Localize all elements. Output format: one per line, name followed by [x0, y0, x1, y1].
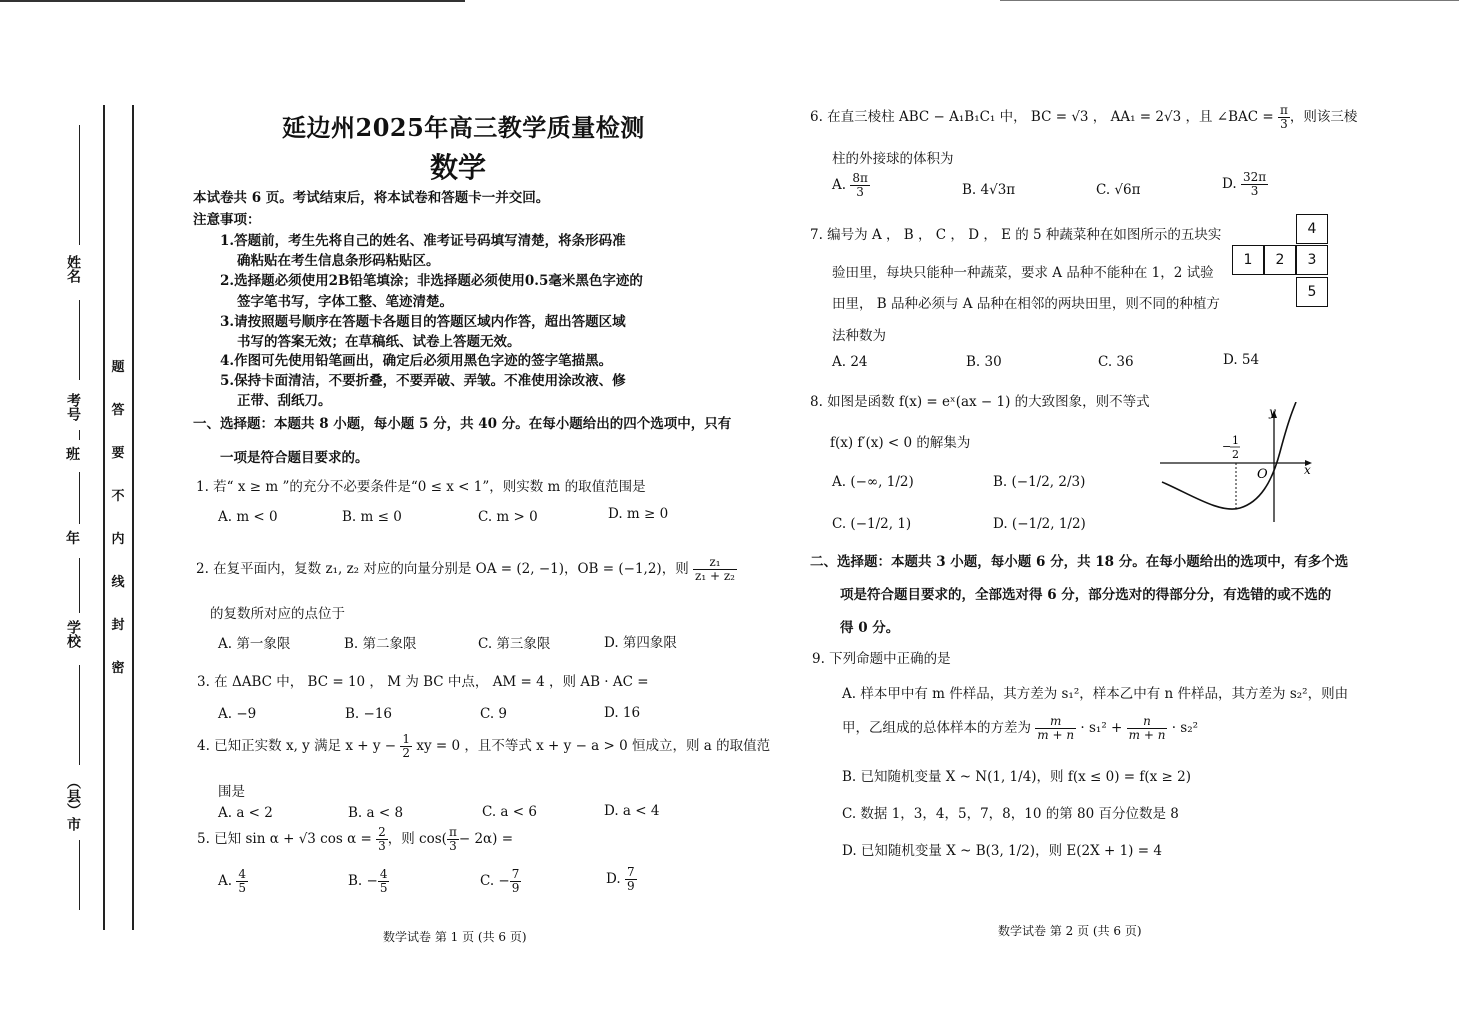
q2-option-c: C. 第三象限	[478, 636, 551, 652]
q5-fraction-1: $\frac{2}{3}$	[378, 825, 386, 853]
q5-option-c: C. − $\frac{7}{9}$	[480, 867, 520, 895]
q3-stem: 3. 在 ΔABC 中， BC = 10 ， M 为 BC 中点， AM = 4 ，则 AB · AC =	[197, 674, 649, 690]
tick-numerator: 1	[1232, 434, 1239, 447]
q6-stem-2: 柱的外接球的体积为	[832, 151, 954, 167]
q1-option-d: D. m ≥ 0	[608, 506, 669, 522]
q6-option-c: C. √6π	[1096, 182, 1141, 198]
tick-sign: −	[1222, 440, 1232, 453]
kaohao-label: 考号	[65, 393, 81, 421]
q3-option-a: A. −9	[218, 706, 257, 722]
school-label: 学校	[65, 620, 81, 648]
city-blank-line-2	[79, 840, 80, 910]
city-label: （县）市	[65, 775, 81, 831]
q7-line-3: 田里， B 品种必须与 A 品种在相邻的两块田里，则不同的种植方	[832, 296, 1220, 312]
seal-char: 内	[111, 532, 125, 547]
footer-page-2: 数学试卷 第 2 页 (共 6 页)	[998, 924, 1142, 938]
binding-line-outer	[132, 105, 134, 930]
q4-option-a: A. a < 2	[218, 805, 273, 821]
nian-blank-line	[79, 472, 80, 524]
nian-label: 年	[66, 531, 80, 547]
q8-line-1: 8. 如图是函数 f(x) = eˣ(ax − 1) 的大致图象，则不等式	[810, 394, 1150, 410]
q4-stem: 4. 已知正实数 x, y 满足 x + y − $\frac{1}{2}$ xy = 0 ，且不等式 x + y − a > 0 恒成立，则 a 的取值范	[197, 732, 771, 760]
q1-option-c: C. m > 0	[478, 509, 538, 525]
q7-line-4: 法种数为	[832, 328, 886, 344]
notice-line: 正带、刮纸刀。	[237, 393, 332, 409]
seal-char: 答	[111, 403, 125, 418]
q2-stem: 2. 在复平面内，复数 z₁, z₂ 对应的向量分别是 OA = (2, −1)，OB = (−1,2)，则 $\frac{\text{z₁}}{\text{z₁ + z₂}}$	[196, 555, 735, 583]
q1-option-a: A. m < 0	[218, 509, 278, 525]
section2-heading-2: 项是符合题目要求的，全部选对得 6 分，部分选对的得部分分，有选错的或不选的	[840, 587, 1332, 603]
q7-option-c: C. 36	[1098, 354, 1134, 370]
seal-char: 题	[111, 360, 125, 375]
q9-option-a-2: 甲，乙组成的总体样本的方差为 $\frac{m}{m + n}$ · s₁² + $\frac{n}{m + n}$ · s₂²	[842, 714, 1199, 742]
q4-option-c: C. a < 6	[482, 804, 537, 820]
notice-line: 2.选择题必须使用2B铅笔填涂；非选择题必须使用0.5毫米黑色字迹的	[220, 273, 643, 289]
q6-option-d: D. $\frac{32\pi}{3}$	[1222, 170, 1267, 198]
q5-option-b: B. − $\frac{4}{5}$	[348, 867, 388, 895]
field-plot-1: 1	[1232, 245, 1264, 275]
q3-option-c: C. 9	[480, 706, 508, 722]
q9-option-a: A. 样本甲中有 m 件样品，其方差为 s₁²，样本乙中有 n 件样品，其方差为 s₂²，则由	[842, 686, 1349, 702]
ban-label: 班	[66, 447, 80, 463]
field-plot-3: 3	[1296, 245, 1328, 275]
q6-stem: 6. 在直三棱柱 ABC − A₁B₁C₁ 中， BC = √3 ， AA₁ = 2√3 ，且 ∠BAC = $\frac{\pi}{3}$ ，则该三棱	[810, 103, 1358, 131]
q7-option-b: B. 30	[966, 354, 1002, 370]
notice-line: 5.保持卡面清洁，不要折叠，不要弄破、弄皱。不准使用涂改液、修	[220, 373, 626, 389]
q9-stem: 9. 下列命题中正确的是	[812, 651, 951, 667]
scan-edge-line	[0, 0, 465, 2]
q8-function-graph	[1160, 402, 1320, 522]
q4-option-d: D. a < 4	[604, 803, 660, 819]
q2-stem-2: 的复数所对应的点位于	[210, 606, 345, 622]
q2-fraction: $\frac{\text{z₁}}{\text{z₁ + z₂}}$	[695, 555, 735, 583]
seal-char: 要	[111, 446, 125, 461]
tick-denominator: 2	[1232, 448, 1239, 461]
section1-heading: 一、选择题：本题共 8 小题，每小题 5 分，共 40 分。在每小题给出的四个选项中，只有	[193, 416, 732, 432]
seal-char: 线	[111, 575, 125, 590]
x-label: x	[1304, 463, 1311, 477]
q4-stem-2: 围是	[218, 784, 245, 800]
q2-option-b: B. 第二象限	[344, 636, 417, 652]
q9-option-c: C. 数据 1，3，4，5，7，8，10 的第 80 百分位数是 8	[842, 806, 1179, 822]
y-label: y	[1269, 405, 1276, 419]
q6-option-a: A. $\frac{8\pi}{3}$	[832, 171, 868, 199]
field-plot-5: 5	[1296, 277, 1328, 307]
q1-stem: 1. 若“ x ≥ m ”的充分不必要条件是“0 ≤ x < 1”，则实数 m 的取值范围是	[196, 479, 646, 495]
q7-line-1: 7. 编号为 A ， B ， C ， D ， E 的 5 种蔬菜种在如图所示的五块实	[810, 227, 1222, 243]
seal-char: 不	[111, 489, 125, 504]
q2-option-a: A. 第一象限	[218, 636, 291, 652]
exam-subject: 数学	[430, 151, 487, 184]
notice-line: 确粘贴在考生信息条形码粘贴区。	[237, 253, 440, 269]
function-curve	[1162, 402, 1296, 509]
intro-text: 本试卷共 6 页。考试结束后，将本试卷和答题卡一并交回。	[193, 190, 550, 206]
q7-line-2: 验田里，每块只能种一种蔬菜，要求 A 品种不能种在 1，2 试验	[832, 265, 1214, 281]
q4-option-b: B. a < 8	[348, 805, 404, 821]
footer-page-1: 数学试卷 第 1 页 (共 6 页)	[383, 930, 527, 944]
q4-fraction: $\frac{1}{2}$	[402, 732, 411, 760]
name-blank-line	[79, 125, 80, 245]
binding-line-inner	[103, 105, 105, 930]
ban-blank-line	[79, 430, 80, 440]
q8-option-d: D. (−1/2, 1/2)	[993, 516, 1086, 532]
seal-char: 密	[111, 661, 125, 676]
field-plot-2: 2	[1264, 245, 1296, 275]
q8-line-2: f(x) f′(x) < 0 的解集为	[830, 435, 971, 451]
q1-option-b: B. m ≤ 0	[342, 509, 402, 525]
q3-option-d: D. 16	[604, 705, 641, 721]
school-blank-line	[79, 558, 80, 613]
notice-line: 1.答题前，考生先将自己的姓名、准考证号码填写清楚，将条形码准	[220, 233, 626, 249]
section2-heading-3: 得 0 分。	[840, 620, 900, 636]
q2-option-d: D. 第四象限	[604, 635, 677, 651]
scan-edge-line	[1000, 0, 1459, 1]
q9-option-b: B. 已知随机变量 X ~ N(1, 1/4)，则 f(x ≤ 0) = f(x ≥ 2)	[842, 769, 1191, 785]
q7-option-a: A. 24	[832, 354, 868, 370]
notice-line: 4.作图可先使用铅笔画出，确定后必须用黑色字迹的签字笔描黑。	[220, 353, 613, 369]
notice-line: 书写的答案无效；在草稿纸、试卷上答题无效。	[237, 334, 521, 350]
notice-line: 签字笔书写，字体工整、笔迹清楚。	[237, 294, 453, 310]
q9-option-d: D. 已知随机变量 X ~ B(3, 1/2)，则 E(2X + 1) = 4	[842, 843, 1162, 859]
city-blank-line	[79, 665, 80, 765]
q5-option-d: D. $\frac{7}{9}$	[606, 865, 635, 893]
q6-option-b: B. 4√3π	[962, 182, 1016, 198]
q5-option-a: A. $\frac{4}{5}$	[218, 867, 246, 895]
exam-title: 延边州2025年高三教学质量检测	[282, 113, 645, 142]
q8-option-a: A. (−∞, 1/2)	[832, 474, 914, 490]
q3-option-b: B. −16	[345, 706, 392, 722]
seal-char: 封	[111, 618, 125, 633]
kaohao-blank-line	[79, 300, 80, 380]
notice-label: 注意事项：	[193, 212, 261, 228]
field-plot-4: 4	[1296, 214, 1328, 244]
q5-stem: 5. 已知 sin α + √3 cos α = $\frac{2}{3}$ ，则 cos( $\frac{\pi}{3}$ − 2α) =	[197, 825, 514, 853]
q7-option-d: D. 54	[1223, 352, 1260, 368]
q6-fraction: $\frac{\pi}{3}$	[1279, 103, 1288, 131]
q5-fraction-2: $\frac{\pi}{3}$	[448, 825, 457, 853]
origin-label: O	[1257, 467, 1268, 482]
name-label: 姓名	[65, 255, 81, 283]
section2-heading: 二、选择题：本题共 3 小题，每小题 6 分，共 18 分。在每小题给出的选项中，有多个选	[810, 554, 1349, 570]
q8-option-c: C. (−1/2, 1)	[832, 516, 912, 532]
q8-option-b: B. (−1/2, 2/3)	[993, 474, 1086, 490]
notice-line: 3.请按照题号顺序在答题卡各题目的答题区域内作答，超出答题区域	[220, 314, 626, 330]
section1-heading-2: 一项是符合题目要求的。	[220, 450, 369, 466]
